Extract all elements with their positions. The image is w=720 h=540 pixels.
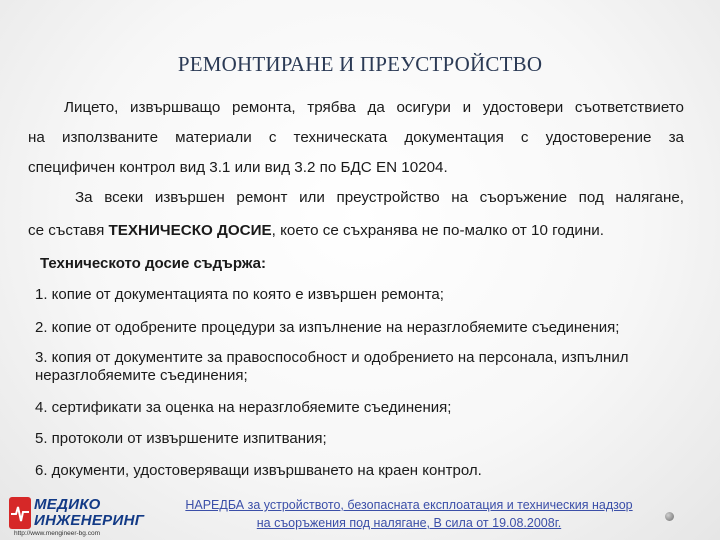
text-span: , което се съхранява не по-малко от 10 години. (271, 222, 604, 239)
list-item: 2. копие от одобрените процедури за изпълнение на неразглобяемите съединения; (35, 319, 620, 336)
contents-heading: Техническото досие съдържа: (40, 255, 266, 272)
logo-text-line2: ИНЖЕНЕРИНГ (34, 512, 145, 529)
paragraph-line: За всеки извършен ремонт или преустройство на съоръжение под налягане, (75, 189, 684, 206)
list-item: 5. протоколи от извършените изпитвания; (35, 430, 327, 447)
list-item: 3. копия от документите за правоспособност и одобрението на персонала, изпълнил неразглобяемите съединения; (35, 349, 629, 384)
paragraph-line (28, 223, 684, 238)
logo-mark-icon (8, 496, 32, 530)
list-item: 6. документи, удостоверяващи извършването на краен контрол. (35, 462, 482, 479)
text-span: се съставя (28, 222, 109, 239)
dossier-keyword: ТЕХНИЧЕСКО ДОСИЕ (108, 222, 272, 239)
regulation-link-line2[interactable]: на съоръжения под налягане, В сила от 19.08.2008г. (256, 516, 562, 530)
paragraph-line: специфичен контрол вид 3.1 или вид 3.2 по БДС EN 10204. (28, 159, 448, 176)
paragraph-line: Лицето, извършващо ремонта, трябва да осигури и удостовери съответствието (64, 99, 684, 116)
paragraph-line: на използваните материали с техническата документация с удостоверение за (28, 129, 684, 146)
regulation-link-line1[interactable]: НАРЕДБА за устройството, безопасната експлоатация и техническия надзор (185, 498, 633, 512)
logo-url: http://www.mengineer-bg.com (14, 530, 100, 537)
decorative-dot (665, 512, 674, 521)
list-item: 1. копие от документацията по която е извършен ремонта; (35, 286, 444, 303)
logo-text-line1: МЕДИКО (34, 496, 101, 513)
company-logo (8, 494, 158, 538)
regulation-link[interactable] (150, 496, 668, 532)
list-item: 4. сертификати за оценка на неразглобяемите съединения; (35, 399, 452, 416)
slide-title: РЕМОНТИРАНЕ И ПРЕУСТРОЙСТВО (177, 52, 543, 76)
